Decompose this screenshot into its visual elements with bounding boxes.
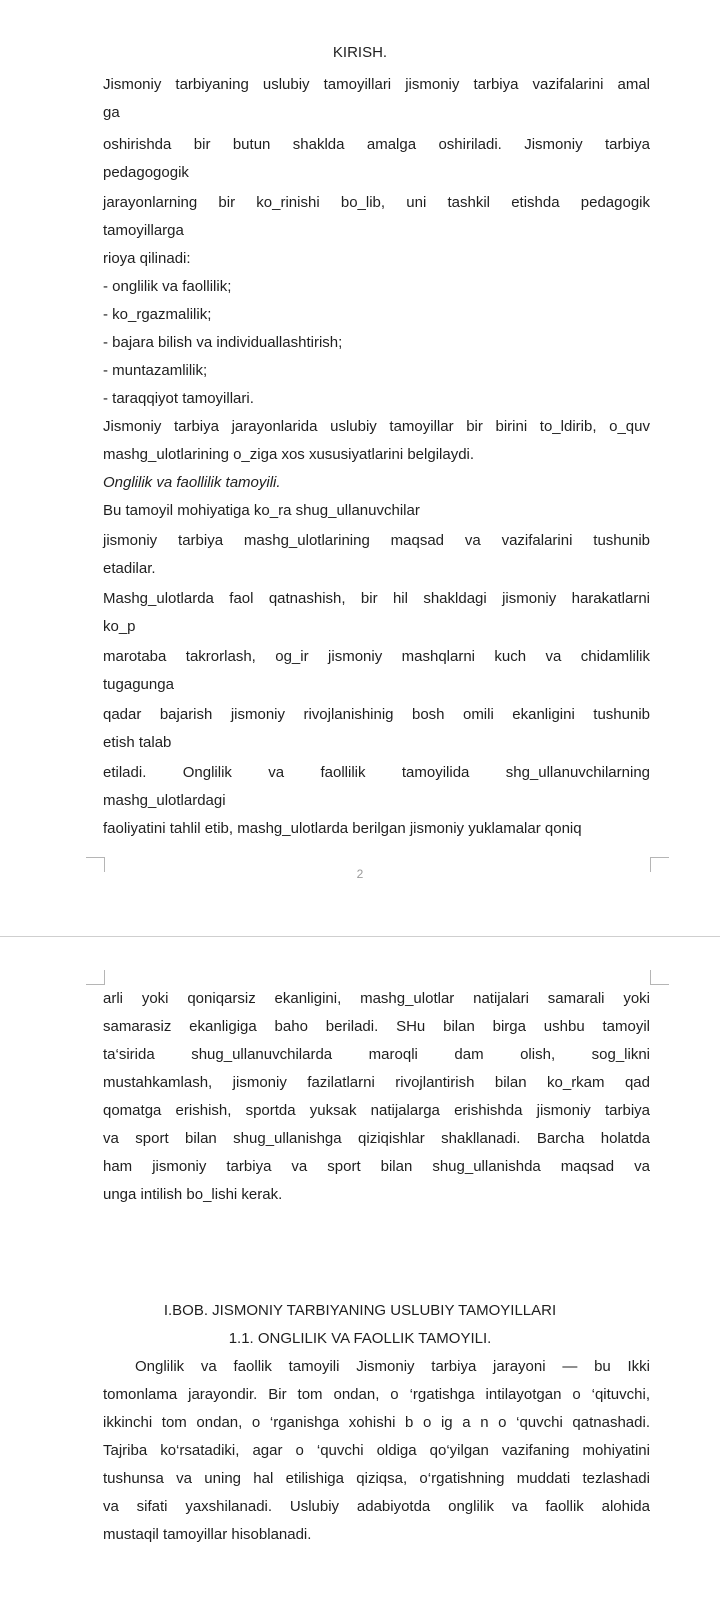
text-line: jismoniy tarbiya mashg_ulotlarining maqsad va vazifalarini tushunib <box>103 532 650 549</box>
text-line: mustaqil tamoyillar hisoblanadi. <box>103 1526 312 1543</box>
text-line: ikkinchi tom ondan, o ‘rganishga xohishi b o ig a n o ‘quvchi qatnashadi. <box>103 1414 650 1431</box>
list-item: - taraqqiyot tamoyillari. <box>103 390 254 407</box>
text-line: pedagogogik <box>103 164 189 181</box>
text-line: va sport bilan shug_ullanishga qiziqishlar shakllanadi. Barcha holatda <box>103 1130 650 1147</box>
page-number: 2 <box>356 867 364 881</box>
section-title: 1.1. ONGLILIK VA FAOLLIK TAMOYILI. <box>228 1330 492 1347</box>
text-line: etish talab <box>103 734 172 751</box>
text-line: mashg_ulotlardagi <box>103 792 226 809</box>
list-item: - onglilik va faollilik; <box>103 278 232 295</box>
text-line: mustahkamlash, jismoniy fazilatlarni rivojlantirish bilan ko_rkam qad <box>103 1074 650 1091</box>
text-line: samarasiz ekanligiga baho beriladi. SHu bilan birga ushbu tamoyil <box>103 1018 650 1035</box>
text-line: Tajriba ko‘rsatadiki, agar o ‘quvchi oldiga qo‘yilgan vazifaning mohiyatini <box>103 1442 650 1459</box>
text-line: etiladi. Onglilik va faollilik tamoyilida shg_ullanuvchilarning <box>103 764 650 781</box>
text-line: tugagunga <box>103 676 174 693</box>
text-line: tomonlama jarayondir. Bir tom ondan, o ‘rgatishga intilayotgan o ‘qituvchi, <box>103 1386 650 1403</box>
text-line: etadilar. <box>103 560 156 577</box>
subheading: Onglilik va faollilik tamoyili. <box>103 474 281 491</box>
text-line: unga intilish bo_lishi kerak. <box>103 1186 283 1203</box>
text-line: oshirishda bir butun shaklda amalga oshiriladi. Jismoniy tarbiya <box>103 136 650 153</box>
text-line: ga <box>103 104 120 121</box>
text-line: va sifati yaxshilanadi. Uslubiy adabiyotda onglilik va faollik alohida <box>103 1498 650 1515</box>
text-line: Mashg_ulotlarda faol qatnashish, bir hil shakldagi jismoniy harakatlarni <box>103 590 650 607</box>
page-title: KIRISH. <box>332 44 388 61</box>
text-line: ta‘sirida shug_ullanuvchilarda maroqli dam olish, sog_likni <box>103 1046 650 1063</box>
page-gap <box>0 905 720 980</box>
text-line: Jismoniy tarbiyaning uslubiy tamoyillari jismoniy tarbiya vazifalarini amal <box>103 76 650 93</box>
text-line: arli yoki qoniqarsiz ekanligini, mashg_ulotlar natijalari samarali yoki <box>103 990 650 1007</box>
list-item: - muntazamlilik; <box>103 362 208 379</box>
page-separator <box>0 936 720 937</box>
document-page-2 <box>0 980 720 1600</box>
text-line: ko_p <box>103 618 136 635</box>
text-line: Bu tamoyil mohiyatiga ko_ra shug_ullanuvchilar <box>103 502 420 519</box>
text-line: faoliyatini tahlil etib, mashg_ulotlarda berilgan jismoniy yuklamalar qoniq <box>103 820 582 837</box>
chapter-title: I.BOB. JISMONIY TARBIYANING USLUBIY TAMOYILLARI <box>163 1302 557 1319</box>
text-line: Onglilik va faollik tamoyili Jismoniy tarbiya jarayoni — bu Ikki <box>135 1358 650 1375</box>
list-item: - ko_rgazmalilik; <box>103 306 212 323</box>
text-line: ham jismoniy tarbiya va sport bilan shug_ullanishda maqsad va <box>103 1158 650 1175</box>
text-line: qadar bajarish jismoniy rivojlanishinig bosh omili ekanligini tushunib <box>103 706 650 723</box>
text-line: marotaba takrorlash, og_ir jismoniy mashqlarni kuch va chidamlilik <box>103 648 650 665</box>
margin-corner-mark <box>86 970 105 985</box>
text-line: Jismoniy tarbiya jarayonlarida uslubiy tamoyillar bir birini to_ldirib, o_quv <box>103 418 650 435</box>
text-line: mashg_ulotlarining o_ziga xos xususiyatlarini belgilaydi. <box>103 446 475 463</box>
text-line: tushunsa va uning hal etilishiga qiziqsa, o‘rgatishning muddati tezlashadi <box>103 1470 650 1487</box>
list-item: - bajara bilish va individuallashtirish; <box>103 334 343 351</box>
text-line: qomatga erishish, sportda yuksak natijalarga erishishda jismoniy tarbiya <box>103 1102 650 1119</box>
margin-corner-mark <box>650 970 669 985</box>
text-line: tamoyillarga <box>103 222 184 239</box>
text-line: jarayonlarning bir ko_rinishi bo_lib, uni tashkil etishda pedagogik <box>103 194 650 211</box>
text-line: rioya qilinadi: <box>103 250 191 267</box>
